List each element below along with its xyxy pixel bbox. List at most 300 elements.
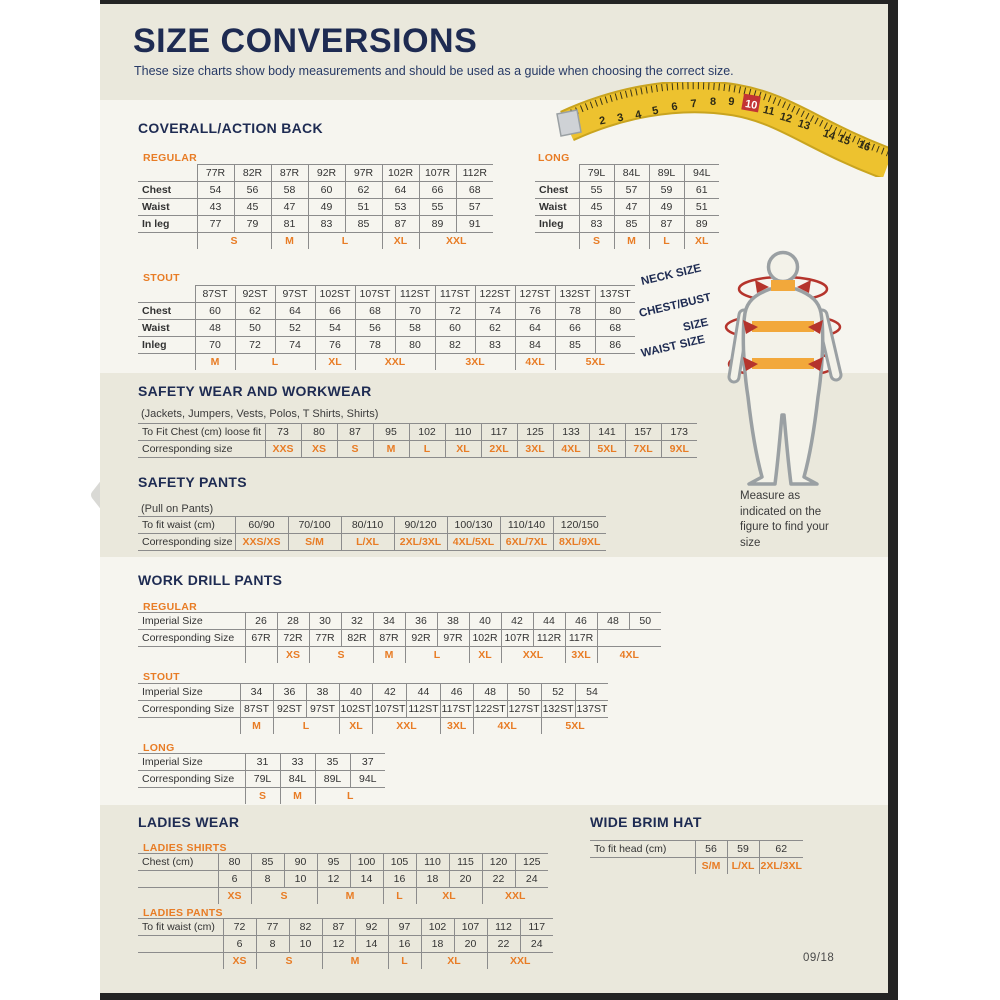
table-cell: 141	[589, 424, 625, 441]
size-table	[138, 612, 661, 663]
size-group-label: XXL	[373, 718, 440, 735]
table-cell: 56	[234, 182, 271, 199]
tape-number: 6	[670, 100, 679, 114]
size-group-label: 5XL	[541, 718, 608, 735]
tape-number: 8	[709, 96, 717, 108]
table-cell: 60	[195, 303, 235, 320]
table-cell: 38	[437, 613, 469, 630]
table-cell: 117	[520, 919, 553, 936]
row-label	[138, 286, 195, 303]
table-cell: 47	[614, 199, 649, 216]
table-cell: 102	[409, 424, 445, 441]
table-cell: 16	[383, 871, 416, 888]
table-coverall-long	[535, 164, 719, 249]
table-cell: 90/120	[394, 517, 447, 534]
table-cell: 87	[649, 216, 684, 233]
table-cell: 132ST	[555, 286, 595, 303]
size-group-label: L	[649, 233, 684, 250]
table-cell: 12	[322, 936, 355, 953]
table-cell: 18	[421, 936, 454, 953]
table-cell: 6XL/7XL	[500, 534, 553, 551]
sublabel-wdp-stout: STOUT	[143, 671, 180, 683]
size-table	[138, 164, 493, 249]
row-label: To fit head (cm)	[590, 841, 695, 858]
table-wdp-long	[138, 753, 385, 804]
page-title: SIZE CONVERSIONS	[133, 22, 478, 60]
table-cell: 115	[449, 854, 482, 871]
row-label: To Fit Chest (cm) loose fit	[138, 424, 265, 441]
size-group-label: M	[317, 888, 383, 905]
table-cell: 6	[218, 871, 251, 888]
table-cell: 102	[421, 919, 454, 936]
section-heading-work-drill-pants: WORK DRILL PANTS	[138, 572, 283, 588]
table-cell: 70	[395, 303, 435, 320]
table-coverall-stout	[138, 285, 635, 370]
row-label: Corresponding Size	[138, 701, 240, 718]
table-cell: 31	[245, 754, 280, 771]
size-group-label: S	[309, 647, 373, 664]
table-cell: 68	[595, 320, 635, 337]
table-cell: 20	[454, 936, 487, 953]
table-cell: 8	[256, 936, 289, 953]
row-label: Corresponding Size	[138, 630, 245, 647]
table-cell: 85	[251, 854, 284, 871]
size-group-label: 4XL	[515, 354, 555, 371]
table-cell: 77R	[197, 165, 234, 182]
table-cell: 54	[197, 182, 234, 199]
table-cell: 36	[273, 684, 306, 701]
body-measurement-figure	[638, 247, 898, 502]
table-cell: 77	[256, 919, 289, 936]
tape-number: 3	[616, 111, 625, 125]
sublabel-wdp-long: LONG	[143, 742, 175, 754]
table-ladies-shirts	[138, 853, 548, 904]
table-ladies-pants	[138, 918, 553, 969]
size-group-label: XL	[315, 354, 355, 371]
size-group-label: M	[322, 953, 388, 970]
size-table	[138, 853, 548, 904]
table-cell: 122ST	[475, 286, 515, 303]
table-cell: 79L	[579, 165, 614, 182]
safety-wear-note: (Jackets, Jumpers, Vests, Polos, T Shirts, Shirts)	[141, 408, 379, 420]
table-cell: 112	[487, 919, 520, 936]
table-cell: 60	[435, 320, 475, 337]
group-spacer	[138, 233, 197, 250]
table-cell: 56	[695, 841, 727, 858]
section-heading-wide-brim-hat: WIDE BRIM HAT	[590, 814, 702, 830]
sublabel-regular: REGULAR	[143, 152, 198, 164]
table-coverall-regular	[138, 164, 493, 249]
table-cell: 120	[482, 854, 515, 871]
table-cell: 100/130	[447, 517, 500, 534]
table-cell: 64	[275, 303, 315, 320]
table-wide-brim-hat	[590, 840, 803, 874]
table-cell: 125	[517, 424, 553, 441]
size-group-label: XXL	[487, 953, 553, 970]
table-cell: 107	[454, 919, 487, 936]
table-cell: 12	[317, 871, 350, 888]
table-cell: 66	[315, 303, 355, 320]
row-label: Imperial Size	[138, 613, 245, 630]
table-cell: 76	[515, 303, 555, 320]
table-cell: 43	[197, 199, 234, 216]
table-cell: 20	[449, 871, 482, 888]
table-cell: 44	[533, 613, 565, 630]
table-cell: 107R	[419, 165, 456, 182]
table-cell: 42	[501, 613, 533, 630]
table-cell: 57	[614, 182, 649, 199]
table-cell: 133	[553, 424, 589, 441]
table-cell: 87R	[271, 165, 308, 182]
page-subtitle: These size charts show body measurements and should be used as a guide when choosing the correct size.	[134, 64, 734, 78]
size-group-label: XL	[382, 233, 419, 250]
table-cell: 84L	[280, 771, 315, 788]
table-cell: 83	[475, 337, 515, 354]
size-table	[535, 164, 719, 249]
table-cell: 125	[515, 854, 548, 871]
table-cell: 90	[284, 854, 317, 871]
table-cell: 62	[235, 303, 275, 320]
table-cell: 92ST	[235, 286, 275, 303]
table-cell: 89L	[649, 165, 684, 182]
group-spacer	[138, 647, 245, 664]
row-label: Chest	[138, 182, 197, 199]
size-group-label: M	[240, 718, 273, 735]
table-cell: 91	[456, 216, 493, 233]
table-cell: 3XL	[517, 441, 553, 458]
table-cell: 7XL	[625, 441, 661, 458]
tape-number: 14	[821, 127, 837, 143]
safety-pants-note: (Pull on Pants)	[141, 503, 214, 515]
table-cell: 9XL	[661, 441, 697, 458]
table-cell: 80	[218, 854, 251, 871]
table-cell: XL	[445, 441, 481, 458]
table-cell: 68	[456, 182, 493, 199]
table-cell: 14	[350, 871, 383, 888]
size-group-label: 3XL	[565, 647, 597, 664]
table-cell: 117ST	[435, 286, 475, 303]
group-spacer	[138, 718, 240, 735]
table-cell: 2XL/3XL	[394, 534, 447, 551]
table-cell: 42	[373, 684, 407, 701]
size-group-label: XL	[416, 888, 482, 905]
group-spacer	[138, 788, 245, 805]
table-cell: 97ST	[306, 701, 339, 718]
size-table	[138, 285, 635, 370]
table-cell: 24	[515, 871, 548, 888]
table-cell: 82R	[341, 630, 373, 647]
table-cell: 54	[575, 684, 608, 701]
table-cell: 112R	[456, 165, 493, 182]
table-cell: 137ST	[575, 701, 608, 718]
table-cell: 82R	[234, 165, 271, 182]
tape-number: 12	[778, 110, 794, 126]
sublabel-wdp-regular: REGULAR	[143, 601, 198, 613]
row-label: Inleg	[138, 337, 195, 354]
size-group-label: XL	[684, 233, 719, 250]
size-group-label: L	[308, 233, 382, 250]
table-cell: 51	[345, 199, 382, 216]
size-group-label: 2XL/3XL	[759, 858, 803, 875]
table-cell: 137ST	[595, 286, 635, 303]
size-group-label: S/M	[695, 858, 727, 875]
row-label: Chest	[535, 182, 579, 199]
size-table	[138, 753, 385, 804]
row-label: In leg	[138, 216, 197, 233]
table-cell: 34	[240, 684, 273, 701]
table-cell	[597, 630, 629, 647]
table-cell: 2XL	[481, 441, 517, 458]
tape-number: 4	[633, 108, 643, 122]
table-cell: 92ST	[273, 701, 306, 718]
table-cell: 72	[223, 919, 256, 936]
size-group-label: L	[388, 953, 421, 970]
table-cell: 45	[579, 199, 614, 216]
tape-number: 9	[727, 95, 735, 109]
size-group-label: L	[315, 788, 385, 805]
table-cell: 62	[475, 320, 515, 337]
table-cell: 73	[265, 424, 301, 441]
table-cell: 74	[275, 337, 315, 354]
row-label: Inleg	[535, 216, 579, 233]
table-cell: 77	[197, 216, 234, 233]
table-cell: 30	[309, 613, 341, 630]
size-group-label: S	[197, 233, 271, 250]
table-cell: 110	[445, 424, 481, 441]
table-cell: 49	[649, 199, 684, 216]
table-cell: 45	[234, 199, 271, 216]
table-cell: 16	[388, 936, 421, 953]
table-cell	[629, 630, 661, 647]
table-cell: XXS/XS	[235, 534, 288, 551]
table-cell: 10	[284, 871, 317, 888]
row-label: Imperial Size	[138, 754, 245, 771]
size-table	[138, 423, 697, 458]
table-cell: 14	[355, 936, 388, 953]
size-group-label: XXL	[419, 233, 493, 250]
table-cell: 81	[271, 216, 308, 233]
table-cell: 87	[382, 216, 419, 233]
table-cell: 127ST	[515, 286, 555, 303]
table-cell: 80	[301, 424, 337, 441]
table-cell: 97R	[437, 630, 469, 647]
table-cell: 112ST	[395, 286, 435, 303]
table-cell: 28	[277, 613, 309, 630]
table-cell: 85	[614, 216, 649, 233]
table-cell: 83	[579, 216, 614, 233]
table-cell: 32	[341, 613, 373, 630]
table-cell: 85	[555, 337, 595, 354]
table-cell: S	[337, 441, 373, 458]
table-cell: 50	[235, 320, 275, 337]
table-cell: 50	[507, 684, 541, 701]
table-cell: 40	[469, 613, 501, 630]
chest-size-label: CHEST/BUST	[638, 291, 713, 320]
table-cell: 36	[405, 613, 437, 630]
table-safety-wear	[138, 423, 697, 458]
table-cell: 38	[306, 684, 339, 701]
table-cell: 37	[350, 754, 385, 771]
table-cell: M	[373, 441, 409, 458]
row-label: Waist	[138, 199, 197, 216]
size-group-label: 4XL	[473, 718, 541, 735]
table-cell: 84L	[614, 165, 649, 182]
size-group-label: XXL	[482, 888, 548, 905]
size-group-label: XS	[218, 888, 251, 905]
table-cell: 87	[322, 919, 355, 936]
size-group-label: XS	[277, 647, 309, 664]
table-cell: 4XL/5XL	[447, 534, 500, 551]
table-cell: 86	[595, 337, 635, 354]
table-cell: 83	[308, 216, 345, 233]
table-cell: 127ST	[507, 701, 541, 718]
table-cell: 67R	[245, 630, 277, 647]
group-spacer	[138, 888, 218, 905]
table-cell: 95	[373, 424, 409, 441]
table-cell: 70/100	[288, 517, 341, 534]
table-cell: 89	[419, 216, 456, 233]
table-cell: XS	[301, 441, 337, 458]
table-cell: 64	[515, 320, 555, 337]
table-cell: XXS	[265, 441, 301, 458]
size-group-label: 4XL	[597, 647, 661, 664]
table-cell: 82	[435, 337, 475, 354]
table-cell: 49	[308, 199, 345, 216]
table-cell: S/M	[288, 534, 341, 551]
table-cell: 120/150	[553, 517, 606, 534]
size-group-label: XS	[223, 953, 256, 970]
size-group-label: L	[405, 647, 469, 664]
table-cell: 157	[625, 424, 661, 441]
table-wdp-stout	[138, 683, 608, 734]
table-cell: 72	[435, 303, 475, 320]
table-wdp-regular	[138, 612, 661, 663]
table-cell: 117	[481, 424, 517, 441]
table-cell: 48	[195, 320, 235, 337]
table-cell: 132ST	[541, 701, 575, 718]
table-cell: 48	[597, 613, 629, 630]
size-table	[138, 516, 606, 551]
table-cell: 51	[684, 199, 719, 216]
size-group-label: XL	[469, 647, 501, 664]
section-heading-safety-pants: SAFETY PANTS	[138, 474, 247, 490]
size-group-label: XL	[339, 718, 373, 735]
table-cell: 102R	[469, 630, 501, 647]
sublabel-long: LONG	[538, 152, 570, 164]
tape-number: 2	[598, 114, 607, 128]
table-cell: 74	[475, 303, 515, 320]
table-cell: 87ST	[240, 701, 273, 718]
row-label: Corresponding size	[138, 441, 265, 458]
row-label: Corresponding Size	[138, 771, 245, 788]
row-label: Imperial Size	[138, 684, 240, 701]
table-cell: 107ST	[373, 701, 407, 718]
size-group-label: 3XL	[440, 718, 473, 735]
table-cell: 82	[289, 919, 322, 936]
table-cell: 112ST	[407, 701, 440, 718]
table-cell: 56	[355, 320, 395, 337]
size-group-label: S	[579, 233, 614, 250]
size-group-label: L	[383, 888, 416, 905]
table-cell: 85	[345, 216, 382, 233]
size-group-label: 3XL	[435, 354, 515, 371]
table-cell: 6	[223, 936, 256, 953]
table-cell: 61	[684, 182, 719, 199]
figure-caption: Measure as indicated on the figure to find your size	[740, 490, 829, 549]
table-cell: 64	[382, 182, 419, 199]
size-group-label: XXL	[355, 354, 435, 371]
size-table	[590, 840, 803, 874]
table-cell: 107ST	[355, 286, 395, 303]
table-cell: 107R	[501, 630, 533, 647]
table-cell: 54	[315, 320, 355, 337]
table-cell: 72R	[277, 630, 309, 647]
table-cell: 80	[395, 337, 435, 354]
table-cell: 22	[487, 936, 520, 953]
table-cell: 44	[407, 684, 440, 701]
table-cell: 58	[271, 182, 308, 199]
table-cell: 112R	[533, 630, 565, 647]
measuring-tape-icon	[555, 82, 888, 177]
table-cell: 97	[388, 919, 421, 936]
table-cell: 76	[315, 337, 355, 354]
table-cell: 87R	[373, 630, 405, 647]
table-cell: 79L	[245, 771, 280, 788]
table-cell: 84	[515, 337, 555, 354]
chest-size-label-2: SIZE	[681, 316, 710, 334]
size-group-label: XXL	[501, 647, 565, 664]
group-spacer	[138, 354, 195, 371]
table-cell: 97R	[345, 165, 382, 182]
table-cell: 110	[416, 854, 449, 871]
table-cell: 102R	[382, 165, 419, 182]
size-table	[138, 918, 553, 969]
table-cell: 102ST	[339, 701, 373, 718]
table-cell: 80	[595, 303, 635, 320]
chest-band	[752, 321, 814, 332]
table-cell: 117R	[565, 630, 597, 647]
table-cell: 55	[419, 199, 456, 216]
table-cell: 68	[355, 303, 395, 320]
sublabel-ladies-pants: LADIES PANTS	[143, 907, 223, 919]
table-cell: 87ST	[195, 286, 235, 303]
table-cell: 70	[195, 337, 235, 354]
table-cell: 53	[382, 199, 419, 216]
table-cell: 89	[684, 216, 719, 233]
table-cell: 100	[350, 854, 383, 871]
size-group-label: S	[256, 953, 322, 970]
table-cell: 72	[235, 337, 275, 354]
table-cell: L/XL	[341, 534, 394, 551]
neck-band	[771, 280, 795, 291]
row-label	[138, 936, 223, 953]
neck-size-label: NECK SIZE	[639, 262, 703, 288]
table-cell: 78	[555, 303, 595, 320]
table-cell: 58	[395, 320, 435, 337]
sublabel-stout: STOUT	[143, 272, 180, 284]
size-group-label: S	[251, 888, 317, 905]
row-label: Chest (cm)	[138, 854, 218, 871]
size-group-label: L/XL	[727, 858, 759, 875]
table-cell: 77R	[309, 630, 341, 647]
size-group-label: M	[280, 788, 315, 805]
row-label	[535, 165, 579, 182]
size-group-label	[245, 647, 277, 664]
waist-size-label: WAIST SIZE	[639, 333, 707, 360]
table-cell: 55	[579, 182, 614, 199]
table-cell: 47	[271, 199, 308, 216]
table-cell: 79	[234, 216, 271, 233]
